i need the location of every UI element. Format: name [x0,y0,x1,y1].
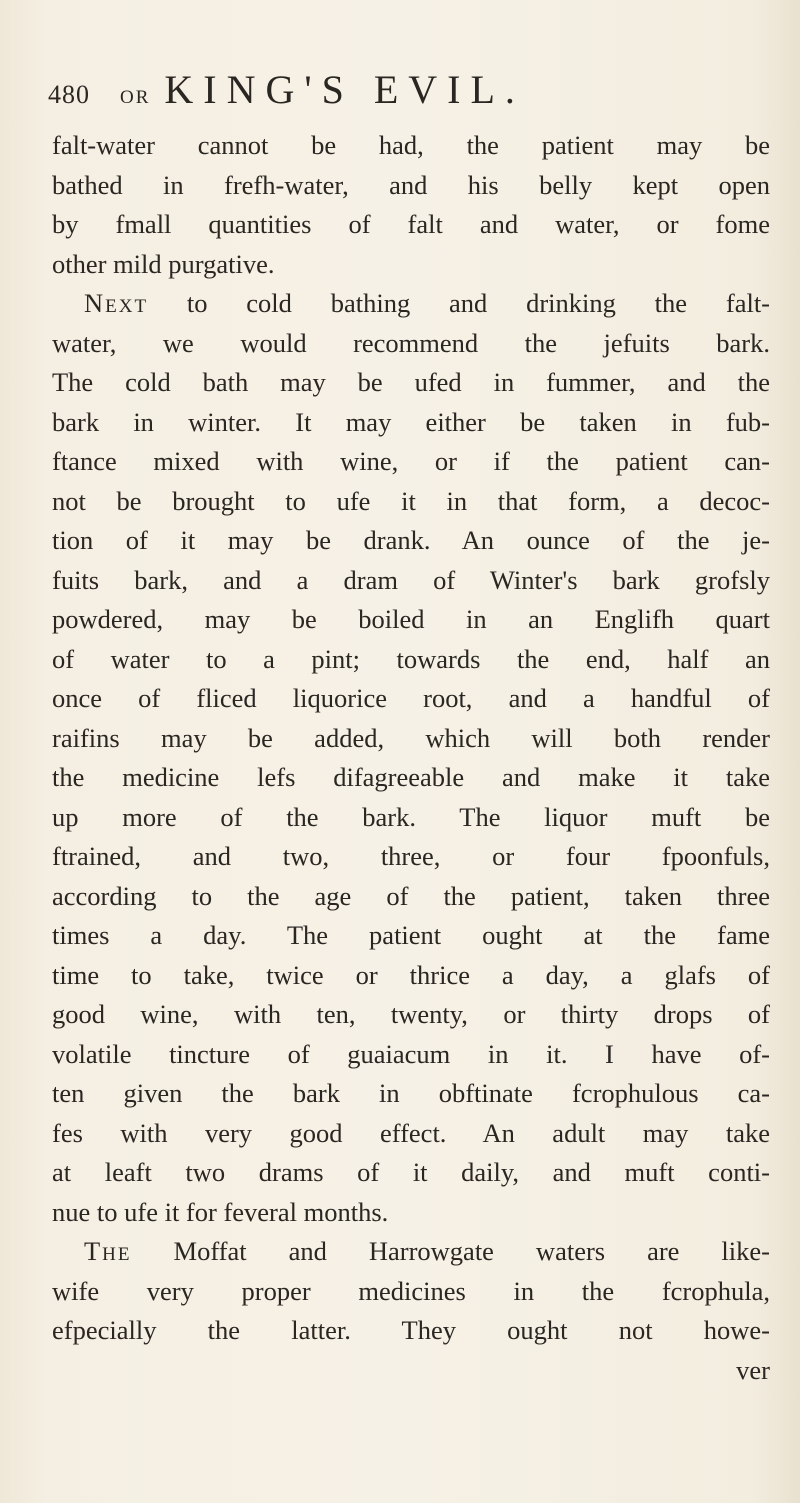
text-line [52,1153,770,1193]
text-line [52,600,770,640]
text-line-content: ftrained, and two, three, or four fpoonfuls, [52,841,770,871]
paragraph-lead-word: The [84,1236,132,1266]
text-line-content: of water to a pint; towards the end, half an [52,643,770,674]
text-line [52,284,770,324]
text-line-content: Moffat and Harrowgate waters are like- [131,1236,770,1266]
page-number: 480 [48,80,90,109]
running-head [48,66,748,114]
text-line-content: wife very proper medicines in the fcrophula, [52,1275,770,1306]
text-line-content: fes with very good effect. An adult may take [52,1117,770,1148]
text-line [52,1272,770,1312]
text-line [52,640,770,680]
text-line [52,166,770,206]
text-line-content: good wine, with ten, twenty, or thirty drops of [52,999,770,1029]
text-line-content: ftance mixed with wine, or if the patient can- [52,446,770,476]
text-line-content: up more of the bark. The liquor muft be [52,801,770,832]
text-line-content: water, we would recommend the jefuits bark. [52,327,770,358]
text-line-content: falt-water cannot be had, the patient may be [52,130,770,160]
text-line [52,916,770,956]
text-line [52,798,770,838]
text-line [52,719,770,759]
text-line [52,1074,770,1114]
text-line-content: times a day. The patient ought at the fame [52,920,770,950]
text-line [52,877,770,917]
running-title-prefix: OR [120,87,151,108]
text-line [52,995,770,1035]
text-line-content: time to take, twice or thrice a day, a glafs of [52,959,770,990]
text-line-content: once of fliced liquorice root, and a handful of [52,683,770,713]
text-line [52,324,770,364]
text-line-content: not be brought to ufe it in that form, a decoc- [52,485,770,516]
text-line [52,126,770,166]
text-line-content: nue to ufe it for feveral months. [52,1196,389,1227]
text-line-content: volatile tincture of guaiacum in it. I have of- [52,1038,770,1069]
text-line-content: The cold bath may be ufed in fummer, and the [52,367,770,397]
text-line-content: other mild purgative. [52,248,275,279]
paragraph-lead-word: Next [84,288,149,318]
text-line [52,679,770,719]
text-line [52,1193,770,1233]
text-line-content: efpecially the latter. They ought not howe- [52,1315,770,1345]
text-line-content: tion of it may be drank. An ounce of the je- [52,525,770,555]
text-line [52,1035,770,1075]
text-line [52,245,770,285]
text-line [52,205,770,245]
text-line-content: the medicine lefs difagreeable and make it take [52,762,770,792]
text-line [52,837,770,877]
running-title: KING'S EVIL. [164,67,525,112]
text-line-content: ten given the bark in obftinate fcrophulous ca- [52,1078,770,1108]
text-line-content: at leaft two drams of it daily, and muft conti- [52,1157,770,1187]
text-line [52,482,770,522]
text-line-content: by fmall quantities of falt and water, or fome [52,209,770,239]
catchword [52,1351,770,1391]
text-line-content: to cold bathing and drinking the falt- [148,288,770,318]
text-line [52,442,770,482]
text-line [52,363,770,403]
text-line [52,521,770,561]
text-line [52,1114,770,1154]
text-line [52,956,770,996]
text-line-content: bark in winter. It may either be taken in fub- [52,406,770,437]
text-line-content: powdered, may be boiled in an Englifh quart [52,604,770,634]
text-line [52,561,770,601]
text-line-content: ver [736,1354,770,1385]
text-line [52,758,770,798]
text-line-content: raifins may be added, which will both render [52,722,770,753]
text-line-content: bathed in frefh-water, and his belly kept open [52,169,770,200]
text-line [52,1232,770,1272]
body-text [52,126,770,1390]
text-line-content: according to the age of the patient, taken three [52,880,770,911]
text-line [52,403,770,443]
text-line [52,1311,770,1351]
text-line-content: fuits bark, and a dram of Winter's bark grofsly [52,564,770,595]
